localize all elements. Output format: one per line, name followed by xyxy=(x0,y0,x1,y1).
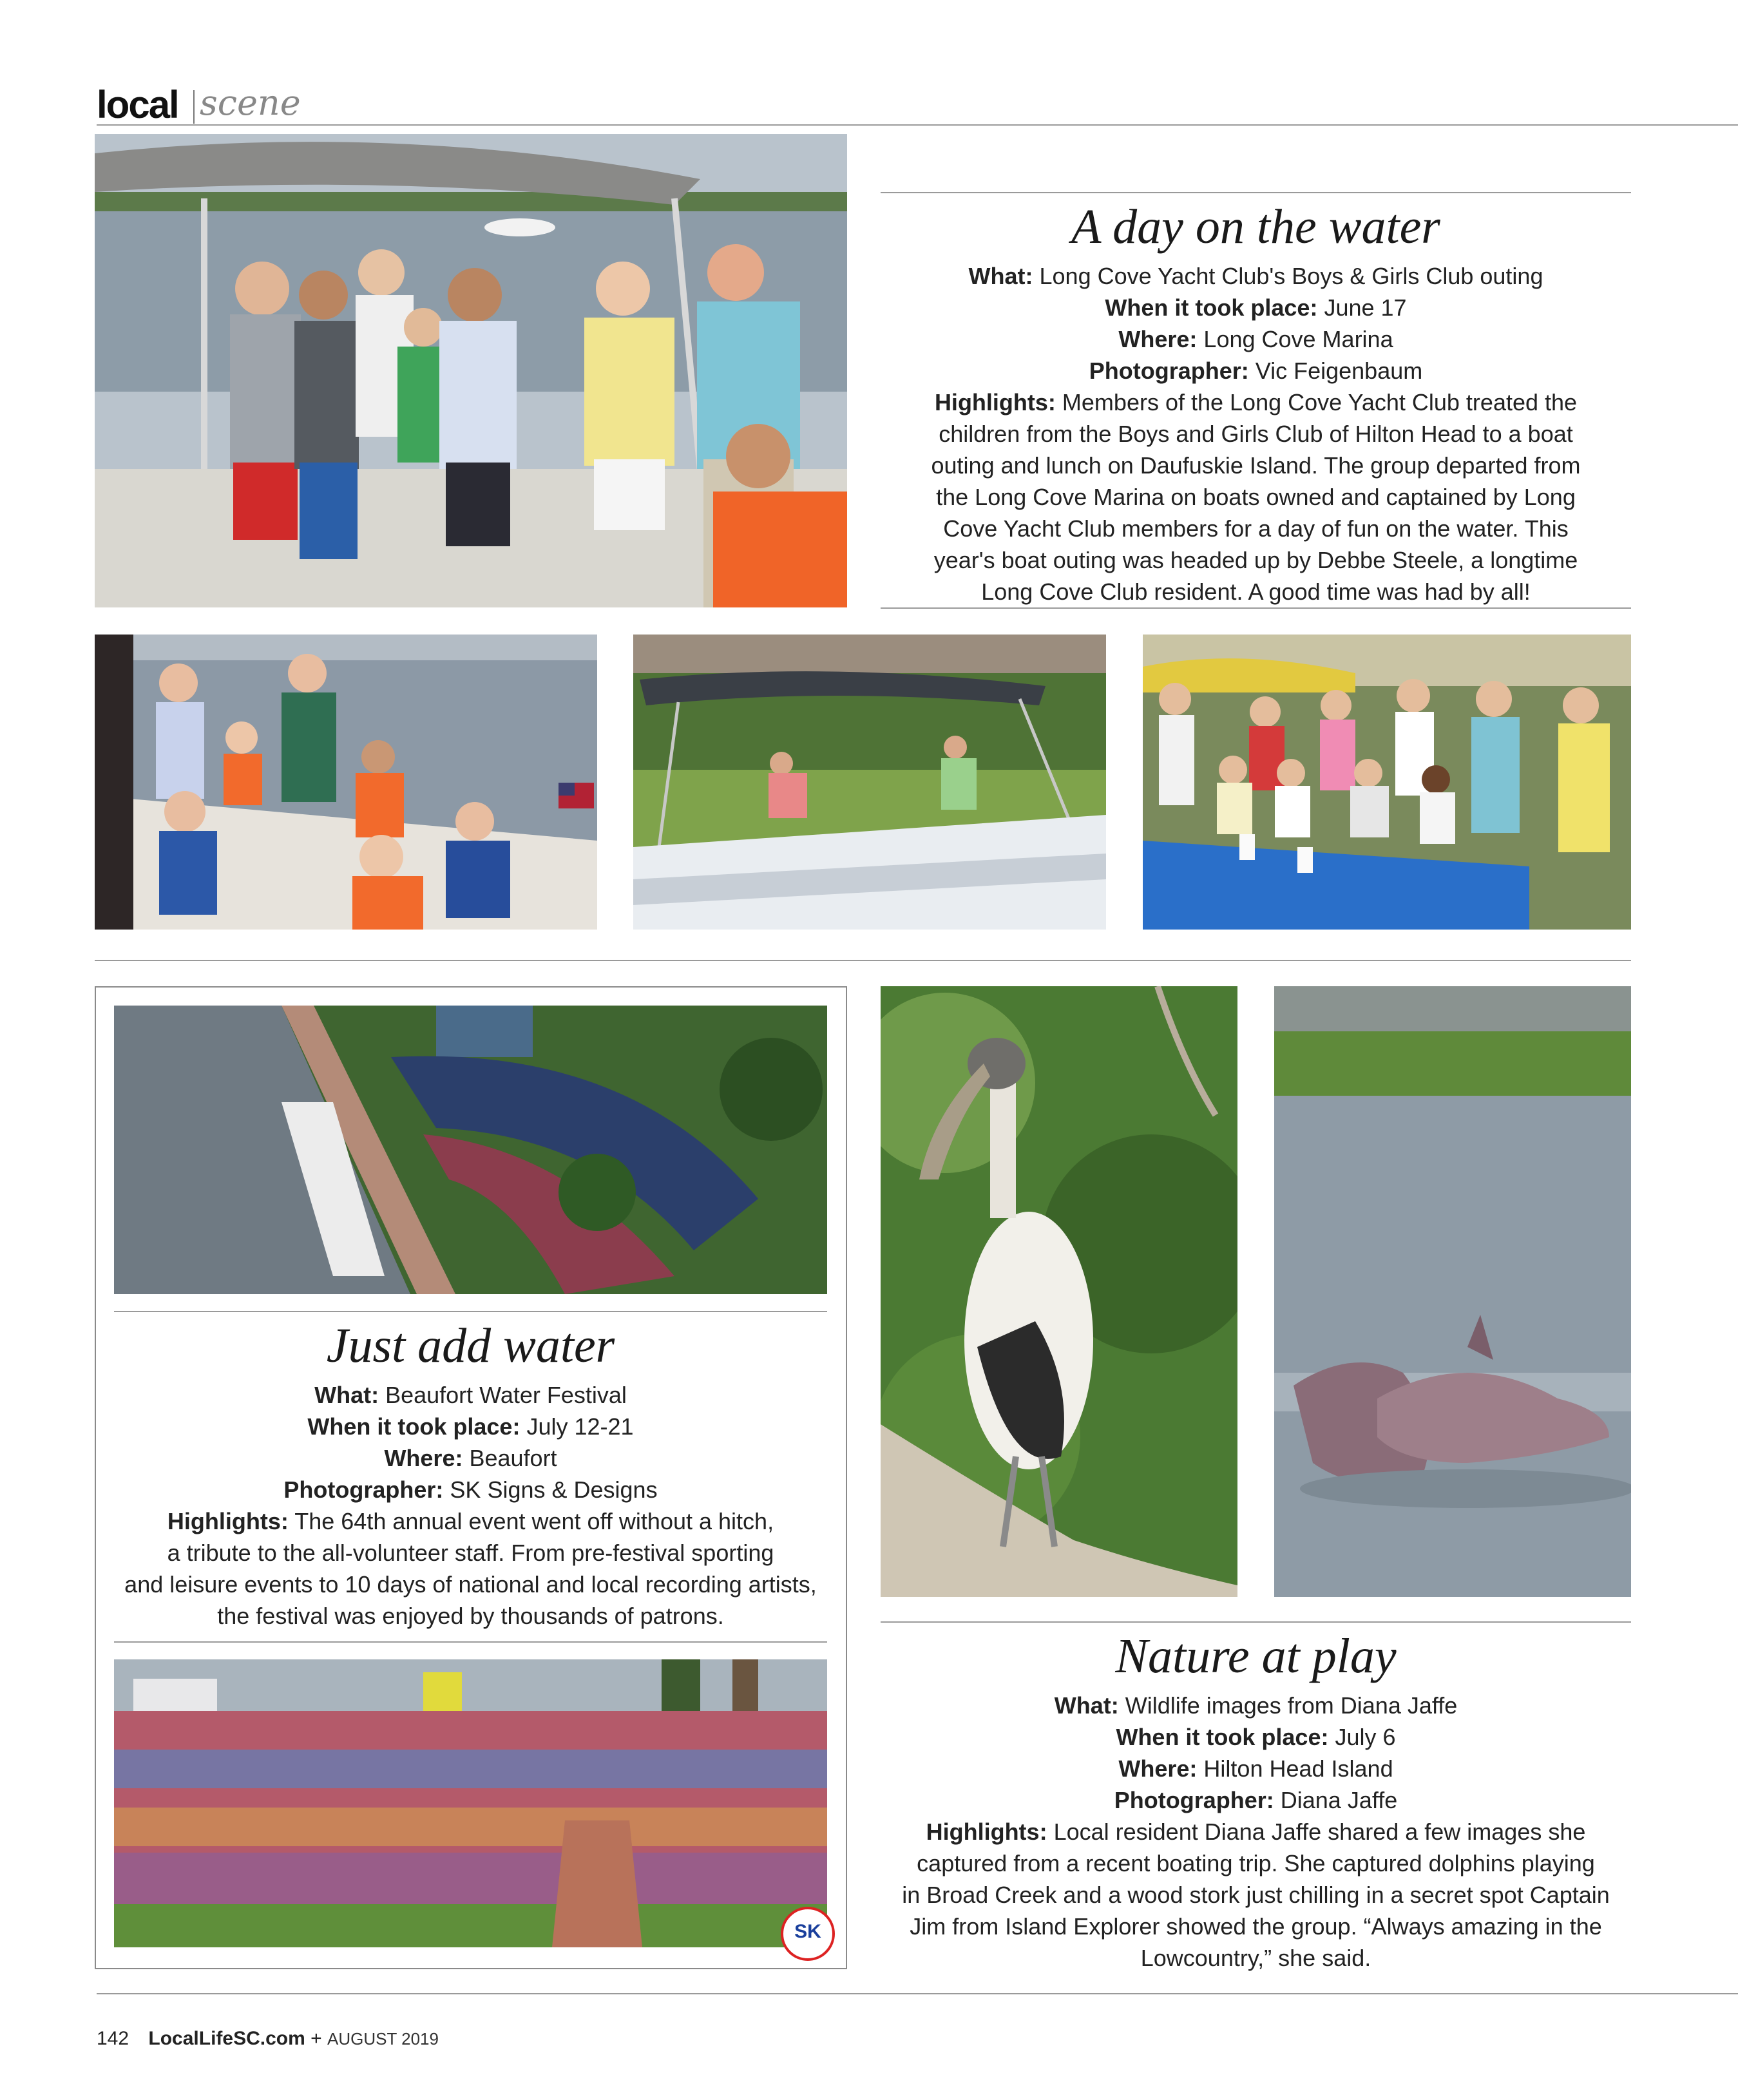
story3-where-label: Where: xyxy=(1118,1755,1198,1782)
story2-bottom-rule xyxy=(114,1641,827,1643)
sk-logo-badge: SK xyxy=(781,1907,835,1961)
footer-separator: + xyxy=(310,2028,322,2049)
story3-highlights-line: captured from a recent boating trip. She captured dolphins playing xyxy=(917,1850,1595,1876)
story2-highlights-label: Highlights: xyxy=(167,1508,289,1534)
story3-when: July 6 xyxy=(1335,1724,1396,1750)
story1-highlights-line: year's boat outing was headed up by Debbe Steele, a longtime xyxy=(933,547,1578,573)
story3-highlights-line: Local resident Diana Jaffe shared a few images she xyxy=(1053,1818,1586,1845)
story3-highlights-line: Lowcountry,” she said. xyxy=(1140,1945,1371,1971)
story3-what: Wildlife images from Diana Jaffe xyxy=(1125,1692,1458,1719)
story1-what-label: What: xyxy=(968,263,1033,289)
photo-group-at-picnic-table xyxy=(1143,635,1631,930)
subsection-label: scene xyxy=(200,82,301,123)
story2-highlights-line: a tribute to the all-volunteer staff. From pre-festival sporting xyxy=(167,1540,774,1566)
story1-photographer-label: Photographer: xyxy=(1089,358,1249,384)
story1-top-rule xyxy=(881,192,1631,193)
story2-text xyxy=(114,1316,827,1632)
story1-highlights-line: the Long Cove Marina on boats owned and captained by Long xyxy=(936,484,1576,510)
story2-top-rule xyxy=(114,1311,827,1312)
story3-title: Nature at play xyxy=(1115,1629,1397,1683)
page-number: 142 xyxy=(97,2028,129,2049)
story3-highlights-label: Highlights: xyxy=(926,1818,1047,1845)
story2-photographer: SK Signs & Designs xyxy=(450,1476,658,1503)
story1-highlights-label: Highlights: xyxy=(934,389,1056,415)
story3-when-label: When it took place: xyxy=(1116,1724,1329,1750)
story2-where: Beaufort xyxy=(469,1445,557,1471)
footer-rule xyxy=(97,1993,1738,1994)
story1-title: A day on the water xyxy=(1071,200,1440,254)
story1-when-label: When it took place: xyxy=(1105,294,1318,321)
mid-page-rule xyxy=(95,960,1631,961)
header-rule xyxy=(97,124,1738,126)
story3-photographer-label: Photographer: xyxy=(1114,1787,1274,1813)
story3-text xyxy=(881,1627,1631,1974)
story2-what-label: What: xyxy=(314,1382,379,1408)
story3-where: Hilton Head Island xyxy=(1203,1755,1393,1782)
story2-when-label: When it took place: xyxy=(307,1413,520,1440)
story2-title: Just add water xyxy=(326,1319,615,1373)
story1-highlights-line: Long Cove Club resident. A good time was had by all! xyxy=(981,578,1531,605)
story1-when: June 17 xyxy=(1324,294,1407,321)
footer-issue-date: AUGUST 2019 xyxy=(327,2029,439,2048)
story2-where-label: Where: xyxy=(384,1445,463,1471)
story3-top-rule xyxy=(881,1621,1631,1623)
story2-when: July 12-21 xyxy=(526,1413,634,1440)
photo-group-on-boat xyxy=(95,134,847,607)
photo-speedboat-in-marsh xyxy=(633,635,1106,930)
story1-highlights-line: Cove Yacht Club members for a day of fun on the water. This xyxy=(943,515,1569,542)
story3-photographer: Diana Jaffe xyxy=(1280,1787,1398,1813)
story1-highlights-line: children from the Boys and Girls Club of Hilton Head to a boat xyxy=(939,421,1573,447)
photo-kids-in-life-jackets xyxy=(95,635,597,930)
story1-where-label: Where: xyxy=(1118,326,1198,352)
story2-what: Beaufort Water Festival xyxy=(385,1382,627,1408)
section-divider xyxy=(193,90,195,124)
page-footer xyxy=(97,2028,439,2050)
story3-highlights-line: Jim from Island Explorer showed the group. “Always amazing in the xyxy=(910,1913,1602,1940)
photo-wood-stork xyxy=(881,986,1237,1597)
footer-site-link[interactable]: LocalLifeSC.com xyxy=(148,2028,305,2049)
story1-photographer: Vic Feigenbaum xyxy=(1255,358,1423,384)
photo-dolphins xyxy=(1274,986,1631,1597)
story1-text xyxy=(881,197,1631,607)
section-label: local xyxy=(97,83,178,126)
story2-highlights-line: The 64th annual event went off without a hitch, xyxy=(294,1508,774,1534)
story1-where: Long Cove Marina xyxy=(1203,326,1393,352)
story2-highlights-line: and leisure events to 10 days of national and local recording artists, xyxy=(124,1571,817,1598)
story1-what: Long Cove Yacht Club's Boys & Girls Club outing xyxy=(1039,263,1543,289)
story2-photographer-label: Photographer: xyxy=(283,1476,444,1503)
photo-festival-aerial xyxy=(114,1006,827,1294)
story1-bottom-rule xyxy=(881,607,1631,609)
photo-festival-crowd xyxy=(114,1659,827,1947)
story1-highlights-line: outing and lunch on Daufuskie Island. The group departed from xyxy=(931,452,1581,479)
story3-highlights-line: in Broad Creek and a wood stork just chilling in a secret spot Captain xyxy=(902,1882,1610,1908)
story1-highlights-line: Members of the Long Cove Yacht Club treated the xyxy=(1062,389,1578,415)
story3-what-label: What: xyxy=(1054,1692,1119,1719)
story2-highlights-line: the festival was enjoyed by thousands of patrons. xyxy=(217,1603,724,1629)
